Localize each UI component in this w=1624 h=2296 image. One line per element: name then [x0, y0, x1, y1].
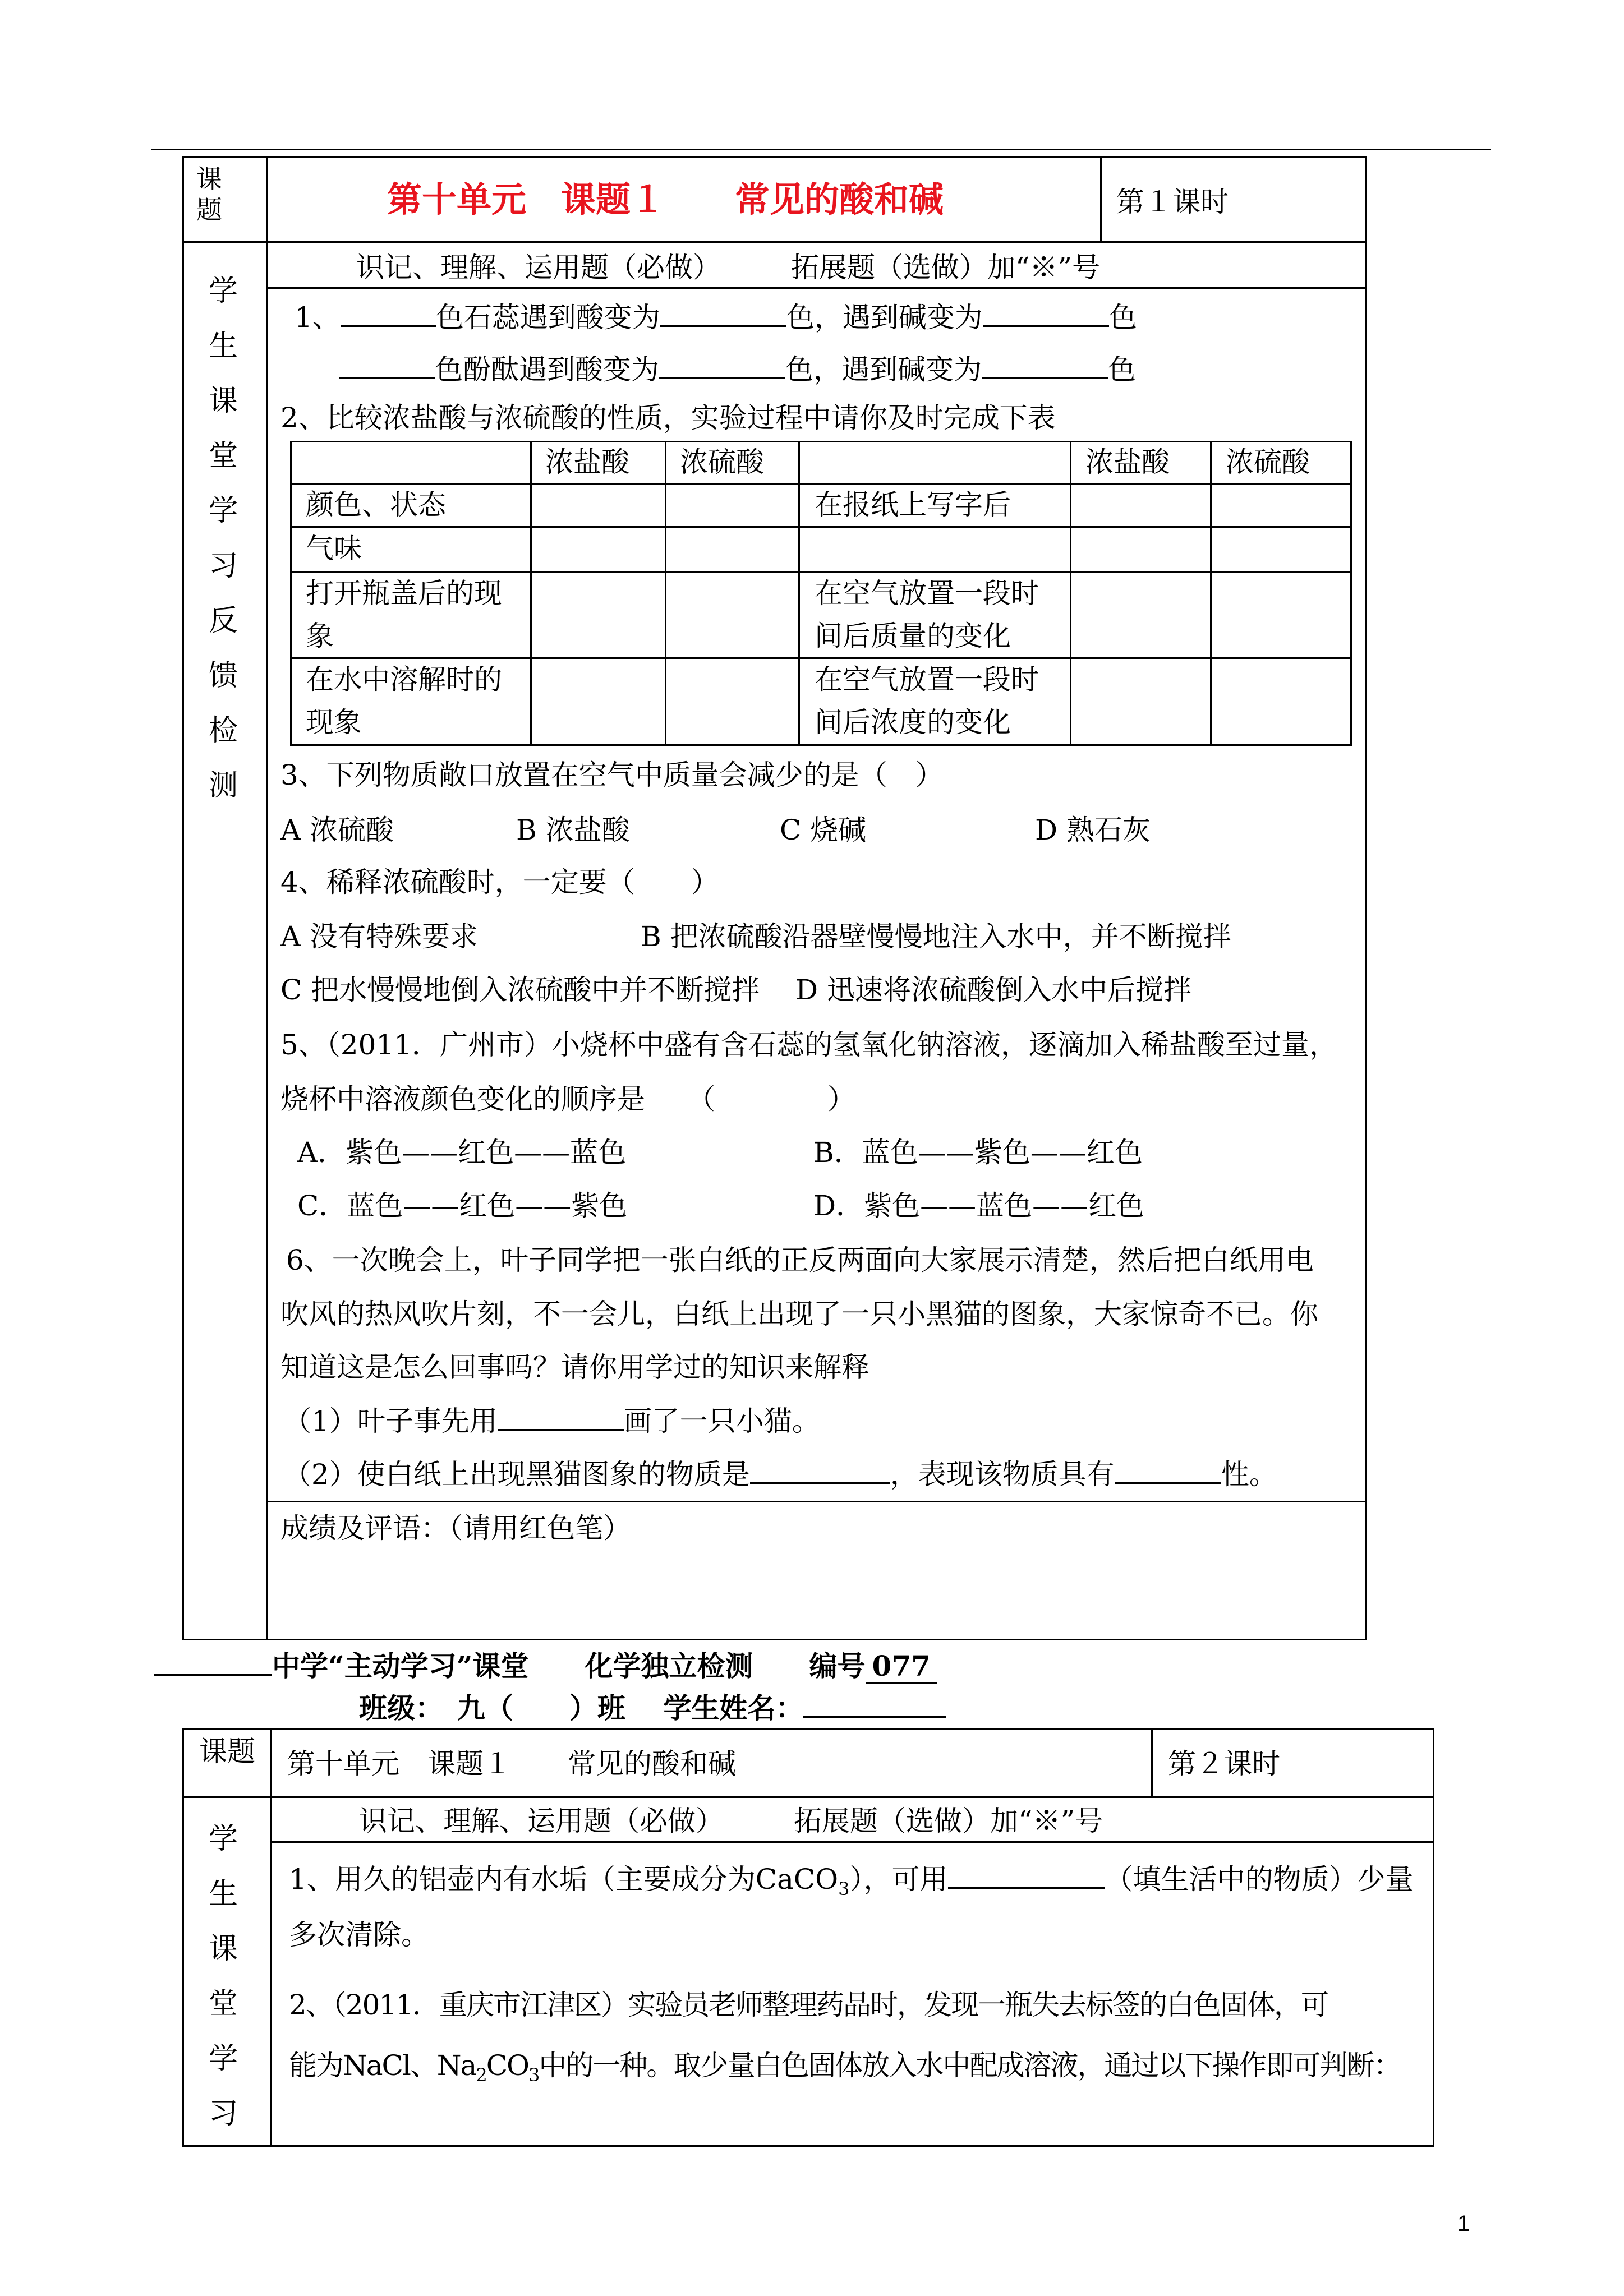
table-rule [1210, 441, 1212, 746]
blank[interactable] [498, 1407, 624, 1431]
sheet1-rule [182, 1639, 1367, 1640]
q1b-text1: 色酚酞遇到酸变为 [435, 353, 659, 386]
question-6-line-2: 吹风的热风吹片刻，不一会儿，白纸上出现了一只小黑猫的图象，大家惊奇不已。你 [280, 1298, 1318, 1330]
sheet2-border-left [182, 1728, 184, 2147]
table-rule [665, 441, 666, 746]
q3-option: A 浓硫酸 [280, 814, 394, 846]
table-rule [290, 526, 1352, 528]
table-header: 浓盐酸 [545, 446, 629, 478]
table-cell: 颜色、状态 [306, 488, 446, 521]
question-3: 3、下列物质敞口放置在空气中质量会减少的是（ ） [280, 759, 944, 791]
q1-prefix: 1、 [295, 301, 341, 334]
table-cell: 在报纸上写字后 [815, 488, 1011, 521]
side-char: 生 [208, 329, 238, 363]
table-rule [798, 441, 800, 746]
sheet2-header-text: 中学“主动学习”课堂 化学独立检测 编号 [272, 1649, 866, 1682]
side-char: 堂 [208, 439, 238, 473]
class-name-text: 班级： 九（ ）班 学生姓名： [359, 1691, 804, 1725]
side-char: 学 [208, 494, 238, 528]
side-char: 检 [208, 714, 238, 748]
q4-option: B 把浓硫酸沿器壁慢慢地注入水中，并不断搅拌 [641, 920, 1231, 953]
table-rule [1070, 441, 1071, 746]
sheet2-instruction: 识记、理解、运用题（必做） 拓展题（选做）加“※”号 [359, 1805, 1103, 1837]
q5-option: D．紫色——蓝色——红色 [813, 1190, 1145, 1222]
table-header: 浓硫酸 [1226, 446, 1310, 478]
subject-label: 课题 [196, 164, 222, 225]
table-rule [290, 441, 292, 746]
side-char: 课 [208, 384, 238, 418]
side-char: 习 [208, 549, 238, 583]
q6-2-text: 性。 [1221, 1458, 1277, 1491]
sheet2-question-1-line-2: 多次清除。 [289, 1919, 429, 1951]
table-header: 浓盐酸 [1085, 446, 1170, 478]
table-cell: 在空气放置一段时 [815, 577, 1039, 610]
question-6-line-3: 知道这是怎么回事吗？请你用学过的知识来解释 [280, 1351, 869, 1384]
subscript: 3 [838, 1878, 850, 1899]
question-5-line-2: 烧杯中溶液颜色变化的顺序是 （ ） [280, 1083, 855, 1115]
q3-option: D 熟石灰 [1035, 814, 1151, 846]
sheet2-question-2-line-1: 2、（2011．重庆市江津区）实验员老师整理药品时，发现一瓶失去标签的白色固体，可 [289, 1989, 1328, 2021]
comment-label: 成绩及评语：（请用红色笔） [280, 1512, 631, 1545]
question-1-line-1 [295, 301, 1137, 334]
instruction: 识记、理解、运用题（必做） 拓展题（选做）加“※”号 [356, 251, 1101, 284]
period-label: 第１课时 [1116, 186, 1229, 218]
page-title: 第十单元 课题１ 常见的酸和碱 [387, 179, 944, 220]
blank[interactable] [982, 355, 1108, 379]
sheet2-rule [270, 1841, 1434, 1843]
sheet1-rule [266, 287, 1367, 289]
table-rule [1350, 441, 1352, 746]
table-rule [290, 744, 1352, 746]
sheet2-border-right [1433, 1728, 1434, 2147]
sheet1-rule [266, 1501, 1367, 1502]
table-rule [290, 441, 1352, 442]
side-char: 习 [208, 2097, 238, 2131]
s2q2-text: 能为NaCl、Na [289, 2049, 476, 2082]
sheet2-divider-period [1151, 1728, 1153, 1798]
header-rule [151, 149, 1491, 150]
comparison-table [290, 441, 1352, 746]
sheet1-border-left [182, 156, 184, 1640]
q4-option: A 没有特殊要求 [280, 920, 479, 953]
subscript: 3 [528, 2064, 539, 2086]
blank[interactable] [983, 303, 1109, 327]
side-char: 学 [208, 2042, 238, 2076]
s2q2-text: 中的一种。取少量白色固体放入水中配成溶液，通过以下操作即可判断： [539, 2049, 1401, 2082]
table-cell: 间后质量的变化 [815, 620, 1011, 652]
q1a-text2: 色，遇到碱变为 [786, 301, 983, 334]
sheet2-question-2-line-2 [289, 2051, 1400, 2084]
table-cell: 现象 [306, 706, 362, 739]
page-number: 1 [1457, 2211, 1470, 2236]
side-char: 堂 [208, 1987, 238, 2021]
q5-option: A．紫色——红色——蓝色 [297, 1136, 627, 1169]
side-char: 课 [208, 1932, 238, 1966]
q1a-text3: 色 [1108, 301, 1137, 334]
side-char: 学 [208, 274, 238, 308]
q1a-text1: 色石蕊遇到酸变为 [435, 301, 660, 334]
side-char: 馈 [208, 659, 238, 693]
question-2: 2、比较浓盐酸与浓硫酸的性质，实验过程中请你及时完成下表 [280, 402, 1056, 434]
blank[interactable] [660, 303, 786, 327]
s2q1-text: 1、用久的铝壶内有水垢（主要成分为CaCO [289, 1863, 839, 1896]
sheet2-period: 第２课时 [1168, 1748, 1280, 1780]
question-6-part-1 [283, 1407, 820, 1435]
q6-2-text: ，表现该物质具有 [890, 1458, 1115, 1491]
table-cell: 在空气放置一段时 [815, 663, 1039, 696]
sheet2-question-1 [289, 1865, 1414, 1898]
table-cell: 打开瓶盖后的现 [306, 577, 502, 610]
sheet1-rule [182, 156, 1367, 158]
blank[interactable] [750, 1460, 890, 1484]
side-char: 学 [208, 1822, 238, 1856]
sheet1-divider-period [1100, 156, 1102, 242]
q1b-text3: 色 [1108, 353, 1136, 386]
blank[interactable] [1115, 1460, 1221, 1484]
table-cell: 间后浓度的变化 [815, 706, 1011, 739]
blank[interactable] [948, 1865, 1105, 1889]
blank[interactable] [341, 303, 436, 327]
question-5-line-1: 5、（2011．广州市）小烧杯中盛有含石蕊的氢氧化钠溶液，逐滴加入稀盐酸至过量， [280, 1029, 1338, 1061]
sheet2-header [154, 1649, 937, 1682]
side-char: 生 [208, 1877, 238, 1911]
blank[interactable] [154, 1652, 272, 1676]
blank[interactable] [339, 355, 435, 379]
subscript: 2 [476, 2064, 486, 2086]
q6-2-text: （2）使白纸上出现黑猫图象的物质是 [283, 1458, 750, 1491]
s2q1-text: （填生活中的物质）少量 [1105, 1863, 1414, 1896]
q1b-text2: 色，遇到碱变为 [785, 353, 982, 386]
q6-1-text: （1）叶子事先用 [283, 1405, 498, 1437]
sheet2-rule [182, 1796, 1434, 1798]
table-cell: 气味 [306, 532, 362, 565]
q5-option: C．蓝色——红色——紫色 [297, 1190, 628, 1222]
question-6-part-2 [283, 1458, 1277, 1491]
sheet1-border-right [1365, 156, 1367, 1640]
sheet2-title: 第十单元 课题１ 常见的酸和碱 [287, 1748, 736, 1780]
table-rule [530, 441, 532, 746]
sheet2-rule [182, 1728, 1434, 1730]
q4-option: C 把水慢慢地倒入浓硫酸中并不断搅拌 [280, 974, 760, 1006]
q5-option: B．蓝色——紫色——红色 [813, 1136, 1143, 1169]
serial-number: 077 [866, 1649, 937, 1684]
question-1-line-2 [339, 355, 1136, 384]
side-char: 反 [208, 604, 238, 638]
table-header: 浓硫酸 [680, 446, 764, 478]
class-name-line [359, 1691, 946, 1725]
side-label [206, 264, 240, 813]
sheet1-rule [182, 241, 1367, 243]
table-cell: 象 [306, 620, 334, 652]
q3-option: B 浓盐酸 [516, 814, 630, 846]
s2q2-text: CO [486, 2049, 528, 2082]
sheet1-divider-label [266, 156, 268, 1640]
sheet2-side-label [206, 1811, 240, 2141]
q4-option: D 迅速将浓硫酸倒入水中后搅拌 [795, 974, 1191, 1006]
sheet2-rule [182, 2145, 1434, 2147]
blank[interactable] [803, 1694, 946, 1718]
sheet2-divider-label [270, 1728, 272, 2147]
s2q1-text: ），可用 [849, 1863, 948, 1896]
q6-1-text: 画了一只小猫。 [623, 1405, 820, 1437]
sheet2-subject-label: 课题 [199, 1735, 255, 1768]
blank[interactable] [659, 355, 785, 379]
question-4: 4、稀释浓硫酸时，一定要（ ） [280, 866, 719, 898]
side-char: 测 [208, 769, 238, 803]
q3-option: C 烧碱 [780, 814, 867, 846]
question-6-line-1: 6、一次晚会上，叶子同学把一张白纸的正反两面向大家展示清楚，然后把白纸用电 [286, 1244, 1314, 1276]
table-cell: 在水中溶解时的 [306, 663, 502, 696]
